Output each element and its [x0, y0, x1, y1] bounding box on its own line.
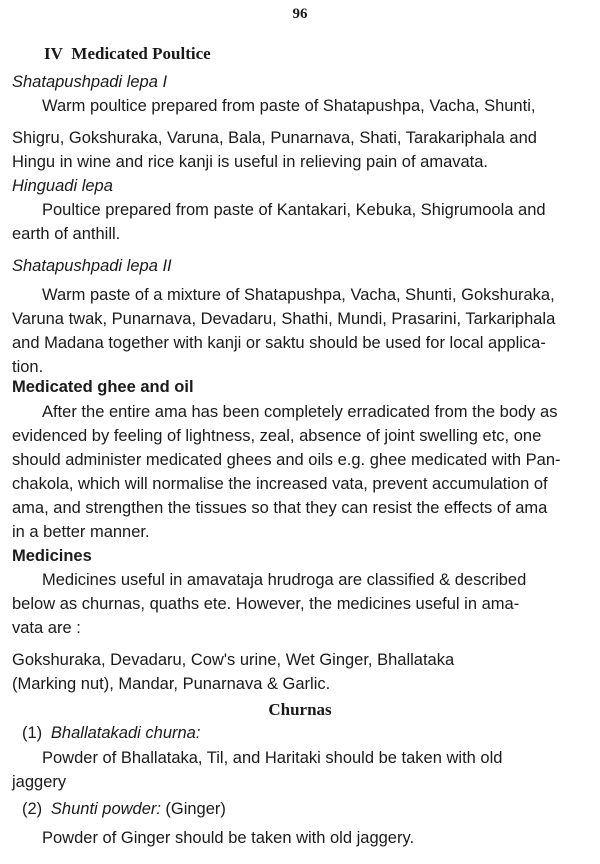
text-line: chakola, which will normalise the increased vata, prevent accumulation of	[12, 475, 548, 493]
lepa1-paragraph	[12, 94, 587, 174]
churnas-heading: Churnas	[268, 700, 332, 719]
text-line: After the entire ama has been completely erradicated from the body as	[42, 403, 558, 421]
text-line: Shigru, Gokshuraka, Varuna, Bala, Punarnava, Shati, Tarakariphala and	[12, 129, 537, 147]
section-roman-numeral: IV	[44, 44, 63, 63]
text-line: vata are :	[12, 619, 81, 637]
ghee-paragraph	[12, 400, 587, 544]
text-line: Powder of Bhallataka, Til, and Haritaki should be taken with old	[42, 749, 503, 767]
medicines-paragraph	[12, 568, 587, 696]
lepa2-paragraph	[12, 283, 587, 379]
text-line: tion.	[12, 358, 44, 376]
hinguadi-title: Hinguadi lepa	[12, 177, 113, 195]
medicines-heading: Medicines	[12, 547, 92, 565]
item-number: (2)	[22, 800, 43, 818]
text-line: Warm poultice prepared from paste of Shatapushpa, Vacha, Shunti,	[42, 97, 536, 115]
item-paren: (Ginger)	[165, 800, 226, 818]
lepa2-title: Shatapushpadi lepa II	[12, 257, 172, 275]
text-line: Powder of Ginger should be taken with old jaggery.	[42, 829, 415, 847]
text-line: jaggery	[12, 773, 67, 791]
page-number: 96	[292, 6, 308, 22]
text-line: (Marking nut), Mandar, Punarnava & Garlic.	[12, 675, 331, 693]
text-line: Gokshuraka, Devadaru, Cow's urine, Wet Ginger, Bhallataka	[12, 651, 455, 669]
churna-item-2-heading	[22, 796, 226, 821]
churna-item-2-paragraph	[12, 826, 587, 850]
section-heading-medicated-poultice	[44, 42, 211, 66]
text-line: Varuna twak, Punarnava, Devadaru, Shathi, Mundi, Prasarini, Tarkariphala	[12, 310, 556, 328]
text-line: ama, and strengthen the tissues so that they can resist the effects of ama	[12, 499, 548, 517]
text-line: should administer medicated ghees and oils e.g. ghee medicated with Pan-	[12, 451, 561, 469]
hinguadi-paragraph	[12, 198, 587, 246]
text-line: evidenced by feeling of lightness, zeal, absence of joint swelling etc, one	[12, 427, 542, 445]
text-line: earth of anthill.	[12, 225, 121, 243]
item-name: Shunti powder:	[50, 800, 161, 818]
lepa1-title: Shatapushpadi lepa I	[12, 73, 168, 91]
text-line: Medicines useful in amavataja hrudroga are classified & described	[42, 571, 527, 589]
text-line: Warm paste of a mixture of Shatapushpa, Vacha, Shunti, Gokshuraka,	[42, 286, 555, 304]
text-line: Poultice prepared from paste of Kantakari, Kebuka, Shigrumoola and	[42, 201, 546, 219]
text-line: below as churnas, quaths ete. However, the medicines useful in ama-	[12, 595, 520, 613]
item-name: Bhallatakadi churna:	[50, 724, 201, 742]
text-line: Hingu in wine and rice kanji is useful in relieving pain of amavata.	[12, 153, 489, 171]
churna-item-1-heading	[22, 720, 200, 745]
churna-item-1-paragraph	[12, 746, 587, 794]
item-number: (1)	[22, 724, 43, 742]
text-line: and Madana together with kanji or saktu should be used for local applica-	[12, 334, 546, 352]
text-line: in a better manner.	[12, 523, 150, 541]
section-title: Medicated Poultice	[71, 44, 211, 63]
ghee-heading: Medicated ghee and oil	[12, 378, 194, 396]
